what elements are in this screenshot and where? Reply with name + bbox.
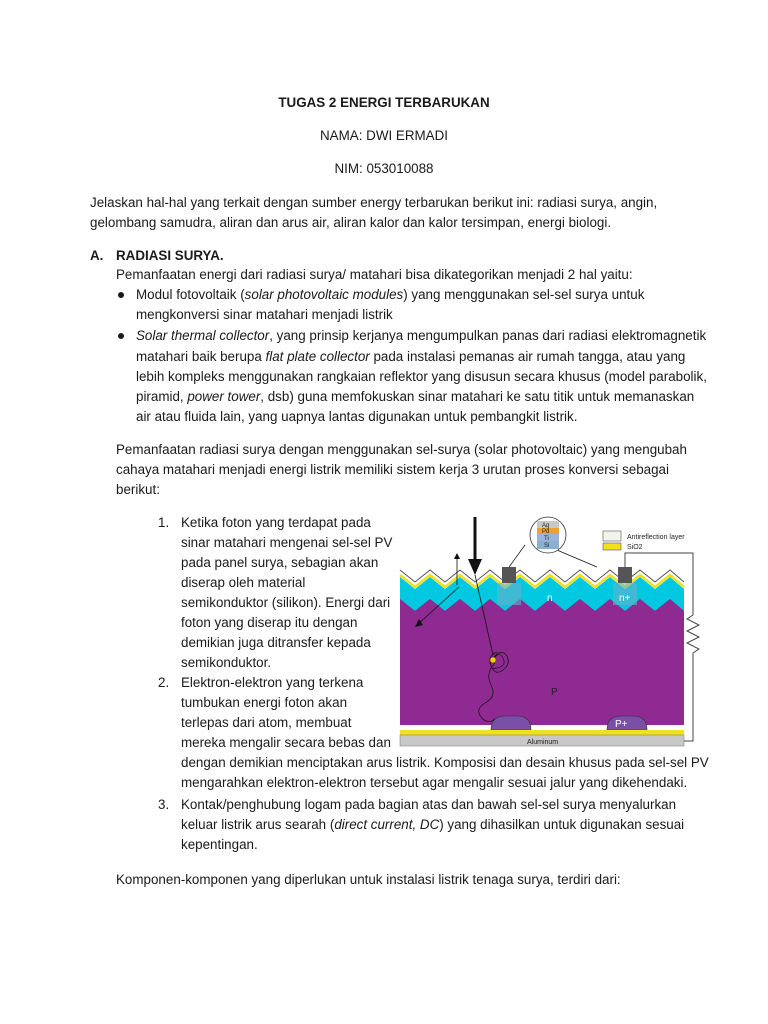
list-number: 2. — [158, 675, 170, 690]
list-item-line: mengarahkan elektron-elektron tersebut agar mengalir sesuai jalur yang dikehendaki. — [181, 775, 688, 790]
aluminum-top-line — [400, 730, 684, 735]
electron-dot — [490, 657, 496, 663]
list-item-line: keluar listrik arus searah (direct current, DC) yang dihasilkan untuk digunakan sesuai — [181, 817, 685, 832]
bullet-text: lebih kompleks menggunakan rangkaian reflektor yang disusun secara khusus (model parabolik, — [136, 369, 707, 384]
list-item-line: Ketika foton yang terdapat pada — [181, 515, 371, 530]
label-p: P — [551, 687, 558, 698]
label-n: n — [547, 593, 553, 604]
author-name: NAMA: DWI ERMADI — [320, 128, 448, 143]
list-item-line: terlepas dari atom, membuat — [181, 715, 352, 730]
solar-cell-diagram — [397, 515, 712, 747]
circuit-wire — [684, 653, 693, 741]
section-lead: Pemanfaatan energi dari radiasi surya/ matahari bisa dikategorikan menjadi 2 hal yaitu: — [116, 267, 633, 282]
bullet-text: Modul fotovoltaik (solar photovoltaic modules) yang menggunakan sel-sel surya untuk — [136, 287, 645, 302]
list-item-line: foton yang diserap itu dengan — [181, 615, 358, 630]
list-item-line: pada panel surya, sebagian akan — [181, 555, 379, 570]
bullet-text: air atau fluida lain, yang uapnya lantas digunakan untuk pembangkit listrik. — [136, 409, 578, 424]
front-contact — [618, 567, 632, 583]
bullet-text: piramid, power tower, dsb) guna memfokuskan sinar matahari ke satu titik untuk memanaskan — [136, 389, 695, 404]
student-id: NIM: 053010088 — [334, 161, 434, 176]
solar-cell-figure — [397, 515, 712, 747]
list-number: 3. — [158, 797, 170, 812]
zoom-line — [509, 545, 525, 567]
list-item-line: Kontak/penghubung logam pada bagian atas dan bawah sel-sel surya menyalurkan — [181, 797, 677, 812]
bullet-icon — [118, 292, 124, 298]
list-item-line: mereka mengalir secara bebas dan — [181, 735, 391, 750]
back-p-plus — [491, 716, 531, 730]
bullet-text: Solar thermal collector, yang prinsip kerjanya mengumpulkan panas dari radiasi elektromagnetik — [136, 328, 707, 343]
list-item-line: semikonduktor. — [181, 655, 272, 670]
svg-text:Ag: Ag — [542, 523, 550, 529]
list-item-line: demikian juga ditransfer kepada — [181, 635, 371, 650]
list-item-line: sinar matahari mengenai sel-sel PV — [181, 535, 393, 550]
paragraph-line: Pemanfaatan radiasi surya dengan menggunakan sel-surya (solar photovoltaic) yang mengubah — [116, 442, 687, 457]
contact-stack — [530, 517, 566, 553]
intro-line: Jelaskan hal-hal yang terkait dengan sumber energy terbarukan berikut ini: radiasi surya, angin, — [90, 195, 658, 210]
bullet-icon — [118, 333, 124, 339]
photon-arrow-head — [468, 559, 482, 575]
list-item-line: tumbukan energi foton akan — [181, 695, 348, 710]
list-item-line: kepentingan. — [181, 837, 258, 852]
intro-line: gelombang samudra, aliran dan arus air, aliran kalor dan kalor tersimpan, energi biologi. — [90, 215, 612, 230]
list-item-line: diserap oleh material — [181, 575, 306, 590]
n-plus-region — [497, 583, 521, 605]
reflected-ray-head — [454, 553, 460, 559]
legend-sio2-label: SiO2 — [627, 544, 643, 551]
list-item-line: dengan demikian menciptakan arus listrik. Komposisi dan desain khusus pada sel-sel PV — [181, 755, 709, 770]
load-resistor — [687, 615, 699, 653]
list-item-line: semikonduktor (silikon). Energi dari — [181, 595, 391, 610]
section-marker: A. — [90, 248, 104, 263]
paragraph-line: berikut: — [116, 482, 160, 497]
label-pplus: P+ — [615, 719, 628, 730]
legend-sio2-swatch — [603, 543, 621, 550]
label-aluminum: Aluminum — [527, 739, 559, 746]
list-item-line: Elektron-elektron yang terkena — [181, 675, 364, 690]
label-nplus: n+ — [619, 593, 631, 604]
bullet-text: matahari baik berupa flat plate collector pada instalasi pemanas air rumah tangga, atau yang — [136, 349, 686, 364]
legend-antireflection-label: Antireflection layer — [627, 534, 685, 541]
section-heading: RADIASI SURYA. — [116, 248, 224, 263]
svg-text:Si: Si — [544, 543, 550, 549]
list-number: 1. — [158, 515, 170, 530]
legend-antireflection-swatch — [603, 531, 621, 541]
closing-line: Komponen-komponen yang diperlukan untuk instalasi listrik tenaga surya, terdiri dari: — [116, 872, 621, 887]
paragraph-line: cahaya matahari menjadi energi listrik memiliki sistem kerja 3 urutan proses konversi sebagai — [116, 462, 669, 477]
bullet-text: mengkonversi sinar matahari menjadi listrik — [136, 307, 393, 322]
svg-text:Ti: Ti — [544, 536, 549, 542]
svg-text:Pd: Pd — [542, 529, 550, 535]
front-contact — [502, 567, 516, 583]
document-title: TUGAS 2 ENERGI TERBARUKAN — [278, 95, 490, 110]
